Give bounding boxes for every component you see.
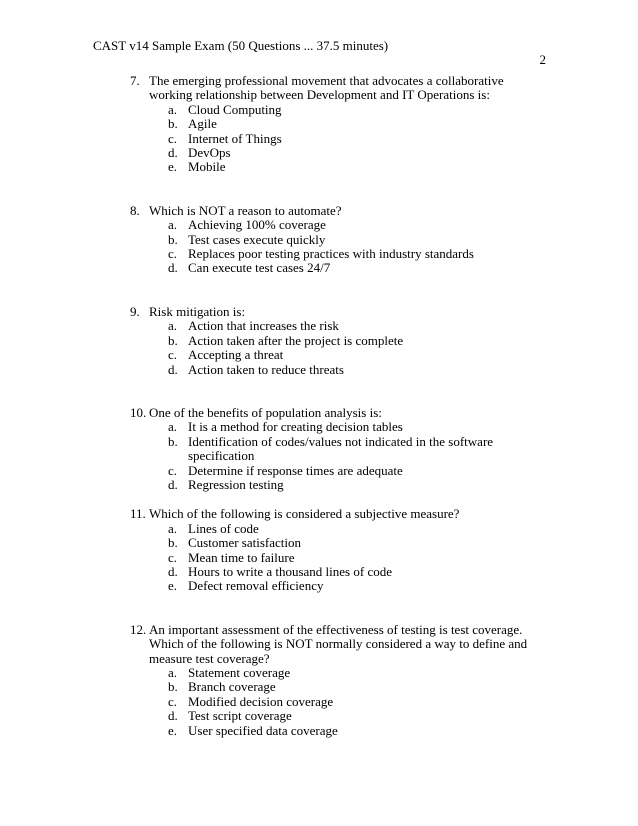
option-d	[130, 478, 530, 492]
question-number: 8.	[130, 202, 140, 218]
option-d	[130, 363, 530, 377]
question-text: Which of the following is considered a subjective measure?	[149, 506, 460, 522]
option-letter: a.	[168, 419, 178, 435]
option-text: Branch coverage	[188, 679, 276, 695]
option-letter: c.	[168, 693, 178, 709]
option-text: Achieving 100% coverage	[188, 217, 326, 233]
option-b	[130, 117, 530, 131]
option-b	[130, 435, 530, 464]
option-letter: d.	[168, 476, 178, 492]
option-letter: b.	[168, 679, 178, 695]
option-c	[130, 247, 530, 261]
option-list	[130, 218, 530, 276]
option-letter: b.	[168, 433, 178, 449]
spacer	[130, 492, 530, 507]
option-letter: d.	[168, 361, 178, 377]
page-number: 2	[539, 52, 546, 67]
option-letter: e.	[168, 578, 178, 594]
option-a	[130, 103, 530, 117]
option-d	[130, 709, 530, 723]
option-list	[130, 522, 530, 594]
question-number: 11.	[130, 506, 146, 522]
option-c	[130, 464, 530, 478]
option-text: Accepting a threat	[188, 347, 284, 363]
question-text: Which is NOT a reason to automate?	[149, 202, 342, 218]
question-number: 10.	[130, 404, 147, 420]
option-c	[130, 132, 530, 146]
question-11	[130, 507, 530, 593]
option-b	[130, 536, 530, 550]
option-a	[130, 522, 530, 536]
option-text: Test cases execute quickly	[188, 231, 326, 247]
option-letter: c.	[168, 462, 178, 478]
option-text: Internet of Things	[188, 130, 282, 146]
option-text: User specified data coverage	[188, 722, 338, 738]
question-text: The emerging professional movement that advocates a collaborative working relationship between Development and IT Operations is:	[149, 73, 504, 103]
option-letter: b.	[168, 332, 178, 348]
question-7	[130, 74, 530, 175]
option-letter: c.	[168, 347, 178, 363]
option-letter: e.	[168, 159, 178, 175]
option-c	[130, 551, 530, 565]
option-text: Determine if response times are adequate	[188, 462, 403, 478]
question-text: Risk mitigation is:	[149, 303, 246, 319]
option-text: Mobile	[188, 159, 226, 175]
option-letter: b.	[168, 231, 178, 247]
question-list	[130, 74, 530, 738]
option-letter: b.	[168, 116, 178, 132]
option-text: Mean time to failure	[188, 549, 295, 565]
option-text: Lines of code	[188, 520, 259, 536]
option-text: Defect removal efficiency	[188, 578, 324, 594]
option-letter: a.	[168, 101, 178, 117]
option-a	[130, 420, 530, 434]
option-text: Can execute test cases 24/7	[188, 260, 331, 276]
option-text: It is a method for creating decision tables	[188, 419, 403, 435]
option-text: Identification of codes/values not indicated in the software specification	[188, 433, 494, 464]
spacer	[130, 594, 530, 623]
option-e	[130, 724, 530, 738]
option-text: Agile	[188, 116, 217, 132]
question-text: An important assessment of the effectiveness of testing is test coverage. Which of the following is NOT normally considered a way to define and measure test coverage?	[149, 621, 528, 666]
option-c	[130, 348, 530, 362]
option-text: Action that increases the risk	[188, 318, 339, 334]
option-letter: a.	[168, 217, 178, 233]
option-e	[130, 160, 530, 174]
option-letter: d.	[168, 563, 178, 579]
spacer	[130, 175, 530, 204]
option-letter: b.	[168, 535, 178, 551]
option-b	[130, 680, 530, 694]
option-letter: d.	[168, 145, 178, 161]
option-d	[130, 146, 530, 160]
question-10	[130, 406, 530, 492]
option-letter: d.	[168, 260, 178, 276]
option-d	[130, 565, 530, 579]
question-number: 9.	[130, 303, 140, 319]
option-letter: a.	[168, 665, 178, 680]
option-a	[130, 319, 530, 333]
question-9	[130, 305, 530, 377]
option-text: Regression testing	[188, 476, 284, 492]
question-8	[130, 204, 530, 276]
option-letter: c.	[168, 130, 178, 146]
option-c	[130, 695, 530, 709]
option-b	[130, 334, 530, 348]
option-text: Statement coverage	[188, 665, 291, 680]
option-text: DevOps	[188, 145, 231, 161]
spacer	[130, 276, 530, 305]
spacer	[130, 377, 530, 406]
option-d	[130, 261, 530, 275]
header-title: CAST v14 Sample Exam (50 Questions ... 37.5 minutes)	[93, 38, 389, 53]
question-text: One of the benefits of population analysis is:	[149, 404, 382, 420]
option-text: Customer satisfaction	[188, 535, 302, 551]
option-text: Cloud Computing	[188, 101, 282, 117]
option-text: Modified decision coverage	[188, 693, 334, 709]
option-text: Hours to write a thousand lines of code	[188, 563, 392, 579]
option-letter: c.	[168, 246, 178, 262]
question-number: 12.	[130, 621, 147, 637]
option-e	[130, 579, 530, 593]
option-text: Replaces poor testing practices with industry standards	[188, 246, 474, 262]
option-list	[130, 103, 530, 175]
option-letter: a.	[168, 318, 178, 334]
option-a	[130, 666, 530, 680]
option-letter: c.	[168, 549, 178, 565]
option-text: Test script coverage	[188, 708, 292, 724]
option-list	[130, 666, 530, 738]
option-letter: e.	[168, 722, 178, 738]
option-b	[130, 233, 530, 247]
question-12	[130, 623, 530, 738]
question-number: 7.	[130, 73, 140, 88]
option-a	[130, 218, 530, 232]
option-letter: a.	[168, 520, 178, 536]
option-letter: d.	[168, 708, 178, 724]
option-list	[130, 319, 530, 377]
option-list	[130, 420, 530, 492]
option-text: Action taken after the project is complete	[188, 332, 404, 348]
option-text: Action taken to reduce threats	[188, 361, 344, 377]
